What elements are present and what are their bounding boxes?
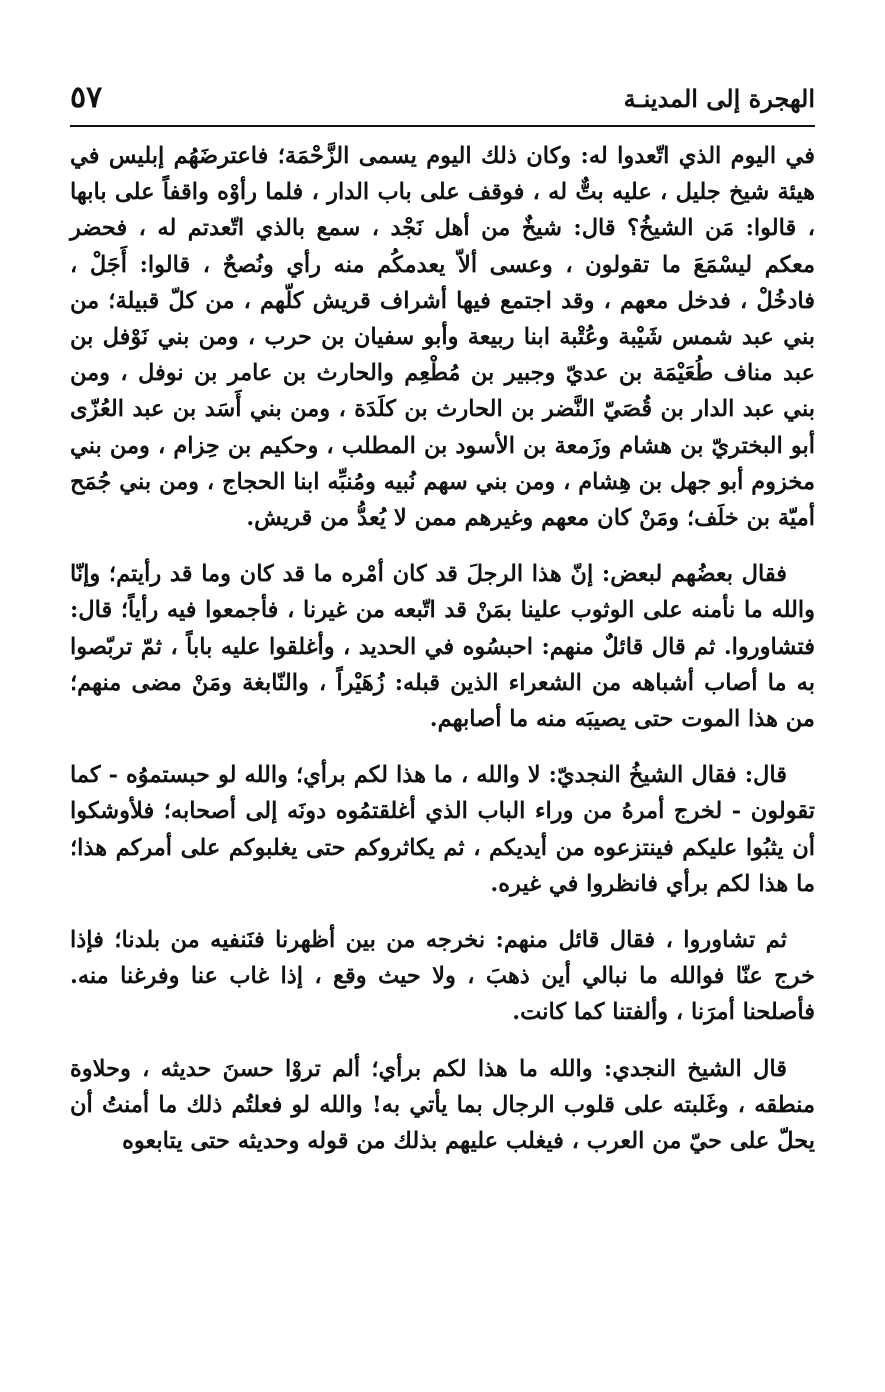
page-number: ٥٧ (70, 80, 103, 115)
paragraph-1: في اليوم الذي اتّعدوا له: وكان ذلك اليوم يسمى الزَّحْمَة؛ فاعترضَهُم إبليس في هيئة شيخ جليل ، عليه بتٌّ له ، فوقف على باب الدار ، فلما رأوْه واقفاً على بابها ، قالوا: مَن الشيخُ؟ قال: شيخٌ من أهل نَجْد ، سمع بالذي اتّعدتم له ، فحضر معكم ليسْمَعَ ما تقولون ، وعسى ألاّ يعدمكُم منه رأي ونُصحٌ ، قالوا: أَجَلْ ، فادخُلْ ، فدخل معهم ، وقد اجتمع فيها أشراف قريش كلّهم ، من كلّ قبيلة؛ من بني عبد شمس شَيْبة وعُتْبة ابنا ربيعة وأبو سفيان بن حرب ، ومن بني نَوْفل بن عبد مناف طُعَيْمَة بن عديّ وجبير بن مُطْعِم والحارث بن عامر بن نوفل ، ومن بني عبد الدار بن قُصَيّ النَّضر بن الحارث بن كلَدَة ، ومن بني أَسَد بن عبد العُزّى أبو البختريّ بن هشام وزَمعة بن الأسود بن المطلب ، وحكيم بن حِزام ، ومن بني مخزوم أبو جهل بن هِشام ، ومن بني سهم نُبيه ومُنبِّه ابنا الحجاج ، ومن بني جُمَح أميّة بن خلَف؛ ومَنْ كان معهم وغيرهم ممن لا يُعدُّ من قريش. (70, 143, 815, 532)
running-header (70, 78, 815, 118)
paragraph-4: ثم تشاوروا ، فقال قائل منهم: نخرجه من بين أظهرنا فنَنفيه من بلدنا؛ فإذا خرج عنّا فوالله ما نبالي أين ذهبَ ، ولا حيث وقع ، إذا غاب عنا وفرغنا منه. فأصلحنا أمرَنا ، وألفتنا كما كانت. (70, 927, 815, 1026)
paragraph-5: قال الشيخ النجدي: والله ما هذا لكم برأي؛ ألم تروْا حسنَ حديثه ، وحلاوة منطقه ، وغَلبته على قلوب الرجال بما يأتي به! والله لو فعلتُم ذلك ما أمنتُ أن يحلّ على حيّ من العرب ، فيغلب عليهم بذلك من قوله وحديثه حتى يتابعوه (70, 1055, 815, 1155)
body-text (70, 138, 815, 1159)
running-title: الهجرة إلى المدينـة (623, 84, 815, 113)
paragraph-2: فقال بعضُهم لبعض: إنّ هذا الرجلَ قد كان أمْره ما قد كان وما قد رأيتم؛ وإنّا والله ما نأمنه على الوثوب علينا بمَنْ قد اتّبعه من غيرنا ، فأجمعوا فيه رأياً؛ قال: فتشاوروا. ثم قال قائلٌ منهم: احبسُوه في الحديد ، وأغلقوا عليه باباً ، ثمّ تربّصوا به ما أصاب أشباهه من الشعراء الذين قبله: زُهَيْراً ، والنّابغة ومَنْ مضى منهم؛ من هذا الموت حتى يصيبَه منه ما أصابهم. (70, 561, 815, 733)
paragraph-3: قال: فقال الشيخُ النجديّ: لا والله ، ما هذا لكم برأي؛ والله لو حبستموُه - كما تقولون - لخرج أمرهُ من وراء الباب الذي أغلقتمُوه دونَه إلى أصحابه؛ فلأوشكوا أن يثبُوا عليكم فينتزعوه من أيديكم ، ثم يكاثروكم حتى يغلبوكم على أمركم هذا؛ ما هذا لكم برأي فانظروا في غيره. (70, 762, 815, 897)
header-rule (70, 125, 815, 127)
